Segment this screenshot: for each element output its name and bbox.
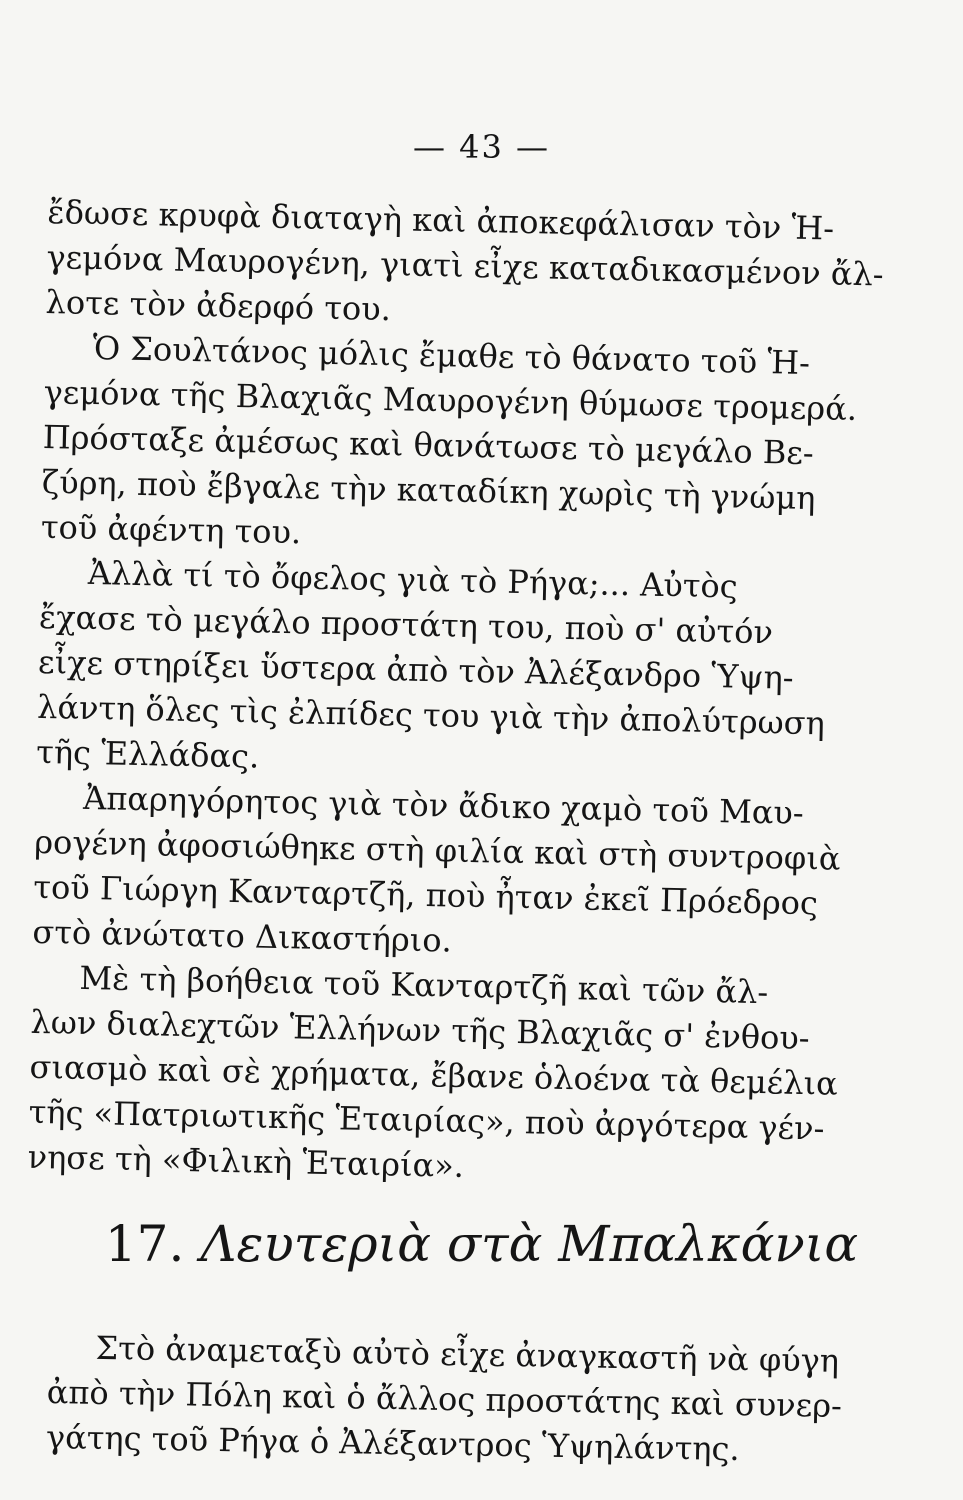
text-line: λοτε τὸν ἀδερφό του.	[45, 282, 392, 329]
paragraph-3	[36, 550, 851, 792]
body-text	[27, 190, 884, 1197]
text-line: σιασμὸ καὶ σὲ χρήματα, ἔβανε ὁλοένα τὰ θεμέλια	[29, 1047, 839, 1103]
chapter-heading	[0, 1215, 963, 1273]
paragraph-1	[45, 190, 884, 342]
text-line: γεμόνα Μαυρογένη, γιατὶ εἶχε καταδικασμένον ἄλ-	[46, 237, 884, 294]
text-line: στὸ ἀνώτατο Δικαστήριο.	[32, 912, 453, 960]
text-line: τοῦ Γιώργη Κανταρτζῆ, ποὺ ἦταν ἐκεῖ Πρόεδρος	[33, 867, 819, 923]
text-line: γεμόνα τῆς Βλαχιᾶς Μαυρογένη θύμωσε τρομερά.	[43, 372, 858, 428]
text-line: Ἀλλὰ τί τὸ ὄφελος γιὰ τὸ Ρήγα;... Αὐτὸς	[87, 553, 739, 606]
text-line: τῆς Ἑλλάδας.	[35, 732, 260, 776]
text-line: λων διαλεχτῶν Ἑλλήνων τῆς Βλαχιᾶς σ' ἐνθου-	[30, 1002, 810, 1058]
paragraph-5	[27, 955, 842, 1197]
text-line: Μὲ τὴ βοήθεια τοῦ Κανταρτζῆ καὶ τῶν ἄλ-	[79, 958, 769, 1012]
text-line: Στὸ ἀναμεταξὺ αὐτὸ εἶχε ἀναγκαστῆ νὰ φύγη	[95, 1328, 840, 1380]
text-line: λάντη ὅλες τὶς ἐλπίδες του γιὰ τὴν ἀπολύτρωση	[36, 687, 826, 743]
text-line: ζύρη, ποὺ ἔβγαλε τὴν καταδίκη χωρὶς τὴ γνώμη	[41, 462, 816, 518]
final-paragraph	[46, 1325, 858, 1474]
text-line: ἔχασε τὸ μεγάλο προστάτη του, ποὺ σ' αὐτόν	[38, 597, 774, 652]
text-line: εἶχε στηρίξει ὕστερα ἀπὸ τὸν Ἀλέξανδρο Ὑψη-	[37, 642, 794, 697]
text-line: ρογένη ἀφοσιώθηκε στὴ φιλία καὶ στὴ συντροφιὰ	[33, 822, 841, 878]
text-line: Ὁ Σουλτάνος μόλις ἔμαθε τὸ θάνατο τοῦ Ἡ-	[92, 328, 811, 382]
text-line: τῆς «Πατριωτικῆς Ἑταιρίας», ποὺ ἀργότερα γέν-	[28, 1092, 825, 1148]
chapter-title: Λευτεριὰ στὰ Μπαλκάνια	[200, 1215, 859, 1273]
chapter-number: 17.	[104, 1215, 185, 1273]
text-line: τοῦ ἀφέντη του.	[40, 507, 302, 552]
text-line: γάτης τοῦ Ρήγα ὁ Ἀλέξαντρος Ὑψηλάντης.	[45, 1417, 740, 1469]
text-line: ἀπὸ τὴν Πόλη καὶ ὁ ἄλλος προστάτης καὶ συνερ-	[46, 1372, 843, 1425]
text-line: νησε τὴ «Φιλικὴ Ἑταιρία».	[27, 1137, 465, 1185]
paragraph-4	[32, 775, 846, 972]
page-number: — 43 —	[412, 128, 551, 166]
text-line: ἔδωσε κρυφὰ διαταγὴ καὶ ἀποκεφάλισαν τὸν Ἡ-	[47, 192, 835, 248]
paragraph-2	[40, 325, 858, 567]
text-line: Πρόσταξε ἀμέσως καὶ θανάτωσε τὸ μεγάλο Βε-	[42, 417, 815, 473]
text-line: Ἀπαρηγόρητος γιὰ τὸν ἄδικο χαμὸ τοῦ Μαυ-	[82, 778, 805, 832]
